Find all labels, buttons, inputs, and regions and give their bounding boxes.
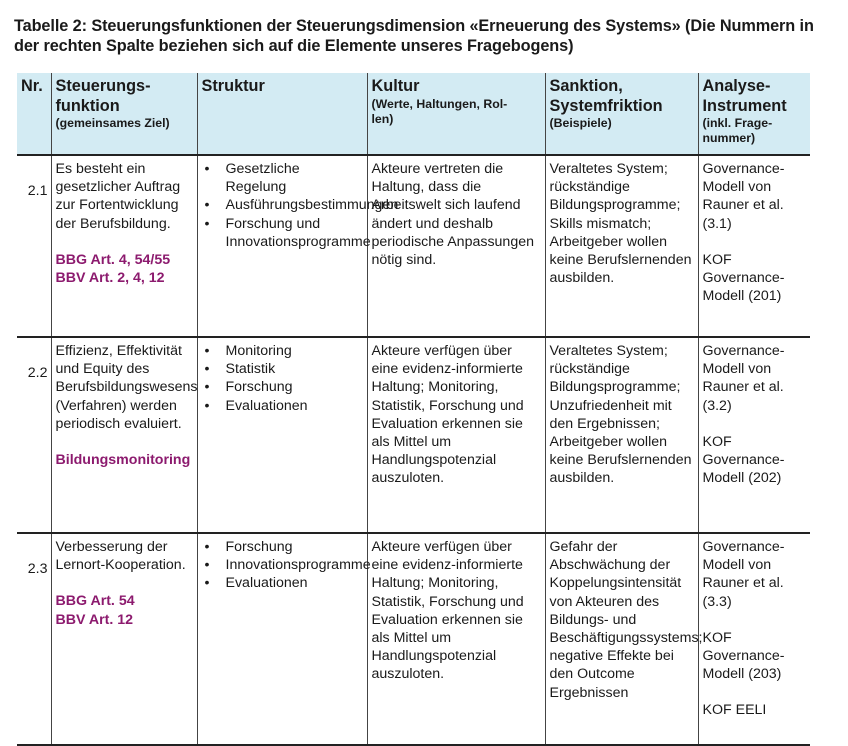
structure-cell	[197, 533, 371, 745]
instrument-entry: Governance-Modell von Rauner et al. (3.3)	[702, 539, 785, 610]
legal-reference: BBG Art. 4, 54/55 BBV Art. 2, 4, 12	[55, 251, 171, 287]
header-instrument	[698, 73, 810, 155]
header-culture-sub: (Werte, Haltungen, Rol- len)	[371, 96, 508, 126]
list-item: • Innovationsprogramme	[204, 557, 371, 574]
bullet-icon: •	[204, 161, 210, 177]
instrument-entry: Governance-Modell von Rauner et al. (3.2)	[702, 343, 785, 414]
bullet-icon: •	[204, 379, 210, 396]
structure-cell	[197, 337, 367, 533]
list-item: • Forschung und Innovationsprogramme	[204, 215, 371, 250]
header-nr: Nr.	[17, 73, 51, 155]
row-number: 2.3	[27, 561, 48, 577]
instrument-cell	[698, 337, 810, 533]
bullet-icon: •	[204, 397, 210, 414]
header-function-title: Steuerungs- funktion	[55, 77, 151, 115]
table-row	[17, 155, 810, 337]
row-number: 2.1	[27, 183, 48, 199]
row-number: 2.2	[27, 365, 48, 381]
function-cell	[51, 337, 197, 533]
header-function: Steuerungs- funktion (gemeinsames Ziel)	[51, 73, 197, 155]
sanction-cell: Veraltetes System; rückständige Bildungsprogramme; Skills mismatch; Arbeitgeber wollen keine Berufslernenden ausbilden.	[545, 155, 698, 337]
header-instrument-title: Analyse- Instrument	[702, 77, 787, 115]
culture-cell: Akteure verfügen über eine evidenz-informierte Haltung; Monitoring, Statistik, Forschung und Evaluation erkennen sie als Mittel um Handlungspotenzial auszuloten.	[367, 337, 545, 533]
table-row	[17, 337, 810, 533]
instrument-cell	[698, 533, 810, 745]
list-item: • Evaluationen	[204, 397, 308, 414]
instrument-entry: Governance-Modell von Rauner et al. (3.1)	[702, 161, 785, 232]
instrument-entry: KOF Governance-Modell (202)	[702, 433, 785, 487]
sanction-cell: Veraltetes System; rückständige Bildungsprogramme; Unzufriedenheit mit den Ergebnissen; Arbeitgeber wollen keine Berufslernenden ausbilden.	[545, 337, 698, 533]
culture-cell: Akteure vertreten die Haltung, dass die Arbeitswelt sich laufend ändert und deshalb periodische Anpassungen nötig sind.	[367, 155, 545, 337]
instrument-cell	[698, 155, 810, 337]
legal-reference: BBG Art. 54 BBV Art. 12	[55, 593, 135, 628]
instrument-entry: KOF Governance-Modell (203)	[702, 629, 785, 683]
list-item: • Statistik	[204, 361, 276, 378]
bullet-icon: •	[204, 575, 210, 592]
sanction-cell: Gefahr der Abschwächung der Koppelungsintensität von Akteuren des Bildungs- und Beschäftigungssystems; negative Effekte bei den Outcome Ergebnissen	[545, 533, 698, 745]
culture-cell: Akteure verfügen über eine evidenz-informierte Haltung; Monitoring, Statistik, Forschung und Evaluation erkennen sie als Mittel um Handlungspotenzial auszuloten.	[367, 533, 545, 745]
list-item: • Evaluationen	[204, 575, 308, 592]
table-header-row	[17, 73, 810, 155]
list-item: • Gesetzliche Regelung	[204, 161, 300, 196]
instrument-entry: KOF Governance-Modell (201)	[702, 251, 785, 305]
table-caption: Tabelle 2: Steuerungsfunktionen der Steuerungsdimension «Erneuerung des Systems» (Die Nummern in der rechten Spalte beziehen sich auf die Elemente unseres Fragebogens)	[14, 17, 814, 55]
function-text: Verbesserung der Lernort-Kooperation.	[55, 539, 186, 574]
bullet-icon: •	[204, 539, 210, 555]
governance-table	[17, 73, 810, 746]
bullet-icon: •	[204, 557, 210, 574]
legal-reference: Bildungsmonitoring	[55, 452, 191, 469]
bullet-icon: •	[204, 215, 210, 232]
function-cell	[51, 155, 197, 337]
function-text: Effizienz, Effektivität und Equity des Berufsbildungswesens (Verfahren) werden periodisch evaluiert.	[55, 343, 198, 432]
list-item: • Forschung	[204, 379, 293, 396]
function-cell	[51, 533, 197, 745]
bullet-icon: •	[204, 197, 210, 214]
bullet-icon: •	[204, 361, 210, 378]
function-text: Es besteht ein gesetzlicher Auftrag zur Fortentwicklung der Berufsbildung.	[55, 161, 181, 232]
header-sanction-title: Sanktion, Systemfriktion	[549, 77, 663, 115]
structure-cell	[197, 155, 399, 337]
table-row	[17, 533, 810, 745]
header-sanction: Sanktion, Systemfriktion (Beispiele)	[545, 73, 698, 155]
list-item: • Ausführungsbestimmungen	[204, 197, 399, 214]
list-item: • Forschung	[204, 539, 293, 555]
instrument-entry: KOF EELI	[702, 702, 767, 719]
header-culture: Kultur (Werte, Haltungen, Rol- len)	[367, 73, 545, 155]
list-item: • Monitoring	[204, 343, 292, 359]
header-structure: Struktur	[197, 73, 367, 155]
bullet-icon: •	[204, 343, 210, 359]
header-instrument-sub: (inkl. Frage- nummer)	[702, 116, 773, 145]
